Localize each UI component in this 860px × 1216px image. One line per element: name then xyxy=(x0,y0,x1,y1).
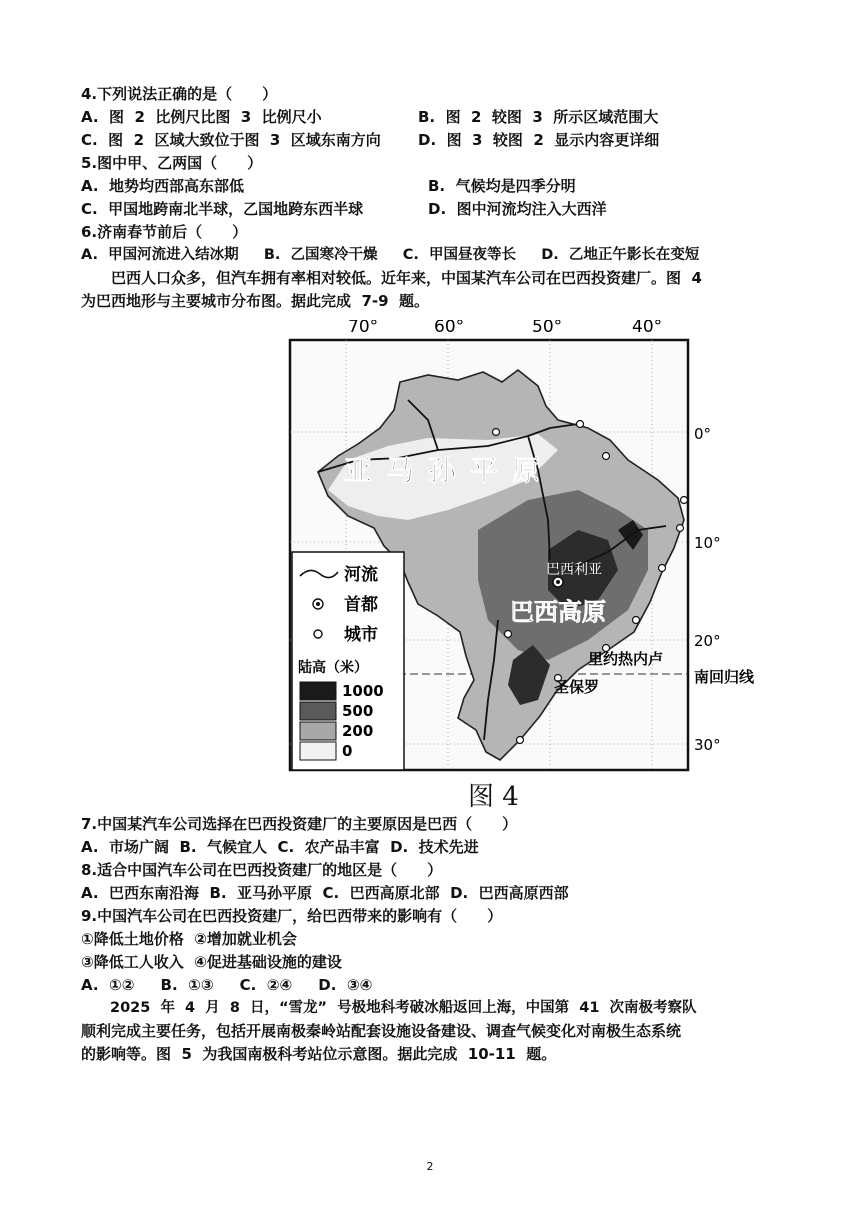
legend-level-label: 500 xyxy=(342,702,374,720)
figure-caption: 图 4 xyxy=(468,782,519,812)
q9-items-2: ③降低工人收入 ④促进基础设施的建设 xyxy=(81,953,342,971)
capital-label: 巴西利亚 xyxy=(546,562,602,578)
city-marker xyxy=(493,429,500,436)
lon-label-70: 70° xyxy=(348,320,379,337)
q7-stem: 7.中国某汽车公司选择在巴西投资建厂的主要原因是巴西（ ） xyxy=(81,815,518,833)
q9-options: A. ①② B. ①③ C. ②④ D. ③④ xyxy=(81,976,373,994)
intro-7-9-line2: 为巴西地形与主要城市分布图。据此完成 7-9 题。 xyxy=(81,292,429,310)
map-legend xyxy=(292,552,404,770)
q9-stem: 9.中国汽车公司在巴西投资建厂，给巴西带来的影响有（ ） xyxy=(81,907,503,925)
legend-swatch-200 xyxy=(300,722,336,740)
q5-option-a: A. 地势均西部高东部低 xyxy=(81,177,245,195)
intro-7-9-line1: 巴西人口众多，但汽车拥有率相对较低。近年来，中国某汽车公司在巴西投资建厂。图 4 xyxy=(81,269,702,287)
q4-option-d: D. 图 3 较图 2 显示内容更详细 xyxy=(418,131,660,149)
legend-city-symbol xyxy=(314,630,322,638)
tropic-label: 南回归线 xyxy=(694,668,755,686)
legend-city-label: 城市 xyxy=(344,625,378,645)
city-marker xyxy=(659,565,666,572)
q8-stem: 8.适合中国汽车公司在巴西投资建厂的地区是（ ） xyxy=(81,861,443,879)
brazil-map-figure xyxy=(288,320,768,810)
lat-label-0: 0° xyxy=(694,425,712,443)
city-marker xyxy=(681,497,688,504)
rio-label: 里约热内卢 xyxy=(588,650,664,668)
q4-option-a: A. 图 2 比例尺比图 3 比例尺小 xyxy=(81,108,322,126)
legend-river-label: 河流 xyxy=(344,565,378,585)
legend-elevation-title: 陆高（米） xyxy=(298,660,368,676)
q5-option-c: C. 甲国地跨南北半球，乙国地跨东西半球 xyxy=(81,200,364,218)
lat-label-10: 10° xyxy=(694,534,721,552)
q4-option-b: B. 图 2 较图 3 所示区域范围大 xyxy=(418,108,659,126)
capital-marker-dot xyxy=(556,580,560,584)
q5-option-d: D. 图中河流均注入大西洋 xyxy=(428,200,607,218)
q6-stem: 6.济南春节前后（ ） xyxy=(81,223,248,241)
city-marker xyxy=(633,617,640,624)
q9-items-1: ①降低土地价格 ②增加就业机会 xyxy=(81,930,297,948)
page-number: 2 xyxy=(426,1160,434,1173)
sao-paulo-label: 圣保罗 xyxy=(554,678,600,696)
intro-10-11-line3: 的影响等。图 5 为我国南极科考站位示意图。据此完成 10-11 题。 xyxy=(81,1045,557,1063)
city-marker xyxy=(505,631,512,638)
intro-10-11-line2: 顺利完成主要任务，包括开展南极秦岭站配套设施设备建设、调查气候变化对南极生态系统 xyxy=(81,1022,682,1040)
highland-label: 巴西高原 xyxy=(510,598,606,626)
amazon-label: 亚马孙平原 xyxy=(344,454,555,487)
lon-label-60: 60° xyxy=(434,320,465,337)
q6-options: A. 甲国河流进入结冰期 B. 乙国寒冷干燥 C. 甲国昼夜等长 D. 乙地正午影长在变短 xyxy=(81,247,700,263)
city-marker xyxy=(517,737,524,744)
q8-options: A. 巴西东南沿海 B. 亚马孙平原 C. 巴西高原北部 D. 巴西高原西部 xyxy=(81,884,569,902)
legend-swatch-0 xyxy=(300,742,336,760)
brazil-map xyxy=(288,320,768,810)
lon-label-50: 50° xyxy=(532,320,563,337)
legend-level-label: 1000 xyxy=(342,682,384,700)
city-marker xyxy=(603,453,610,460)
q4-stem: 4.下列说法正确的是（ ） xyxy=(81,85,278,103)
q5-stem: 5.图中甲、乙两国（ ） xyxy=(81,154,263,172)
q5-option-b: B. 气候均是四季分明 xyxy=(428,177,576,195)
q4-option-c: C. 图 2 区域大致位于图 3 区域东南方向 xyxy=(81,131,381,149)
q7-options: A. 市场广阔 B. 气候宜人 C. 农产品丰富 D. 技术先进 xyxy=(81,838,479,856)
intro-10-11-line1: 2025 年 4 月 8 日，“雪龙” 号极地科考破冰船返回上海，中国第 41 次南极考察队 xyxy=(81,1000,697,1016)
lat-label-30: 30° xyxy=(694,736,721,754)
legend-swatch-500 xyxy=(300,702,336,720)
legend-level-label: 200 xyxy=(342,722,374,740)
lat-label-20: 20° xyxy=(694,632,721,650)
lon-label-40: 40° xyxy=(632,320,663,337)
legend-capital-label: 首都 xyxy=(344,595,378,615)
legend-level-label: 0 xyxy=(342,742,353,760)
city-marker xyxy=(577,421,584,428)
city-marker xyxy=(677,525,684,532)
legend-swatch-1000 xyxy=(300,682,336,700)
